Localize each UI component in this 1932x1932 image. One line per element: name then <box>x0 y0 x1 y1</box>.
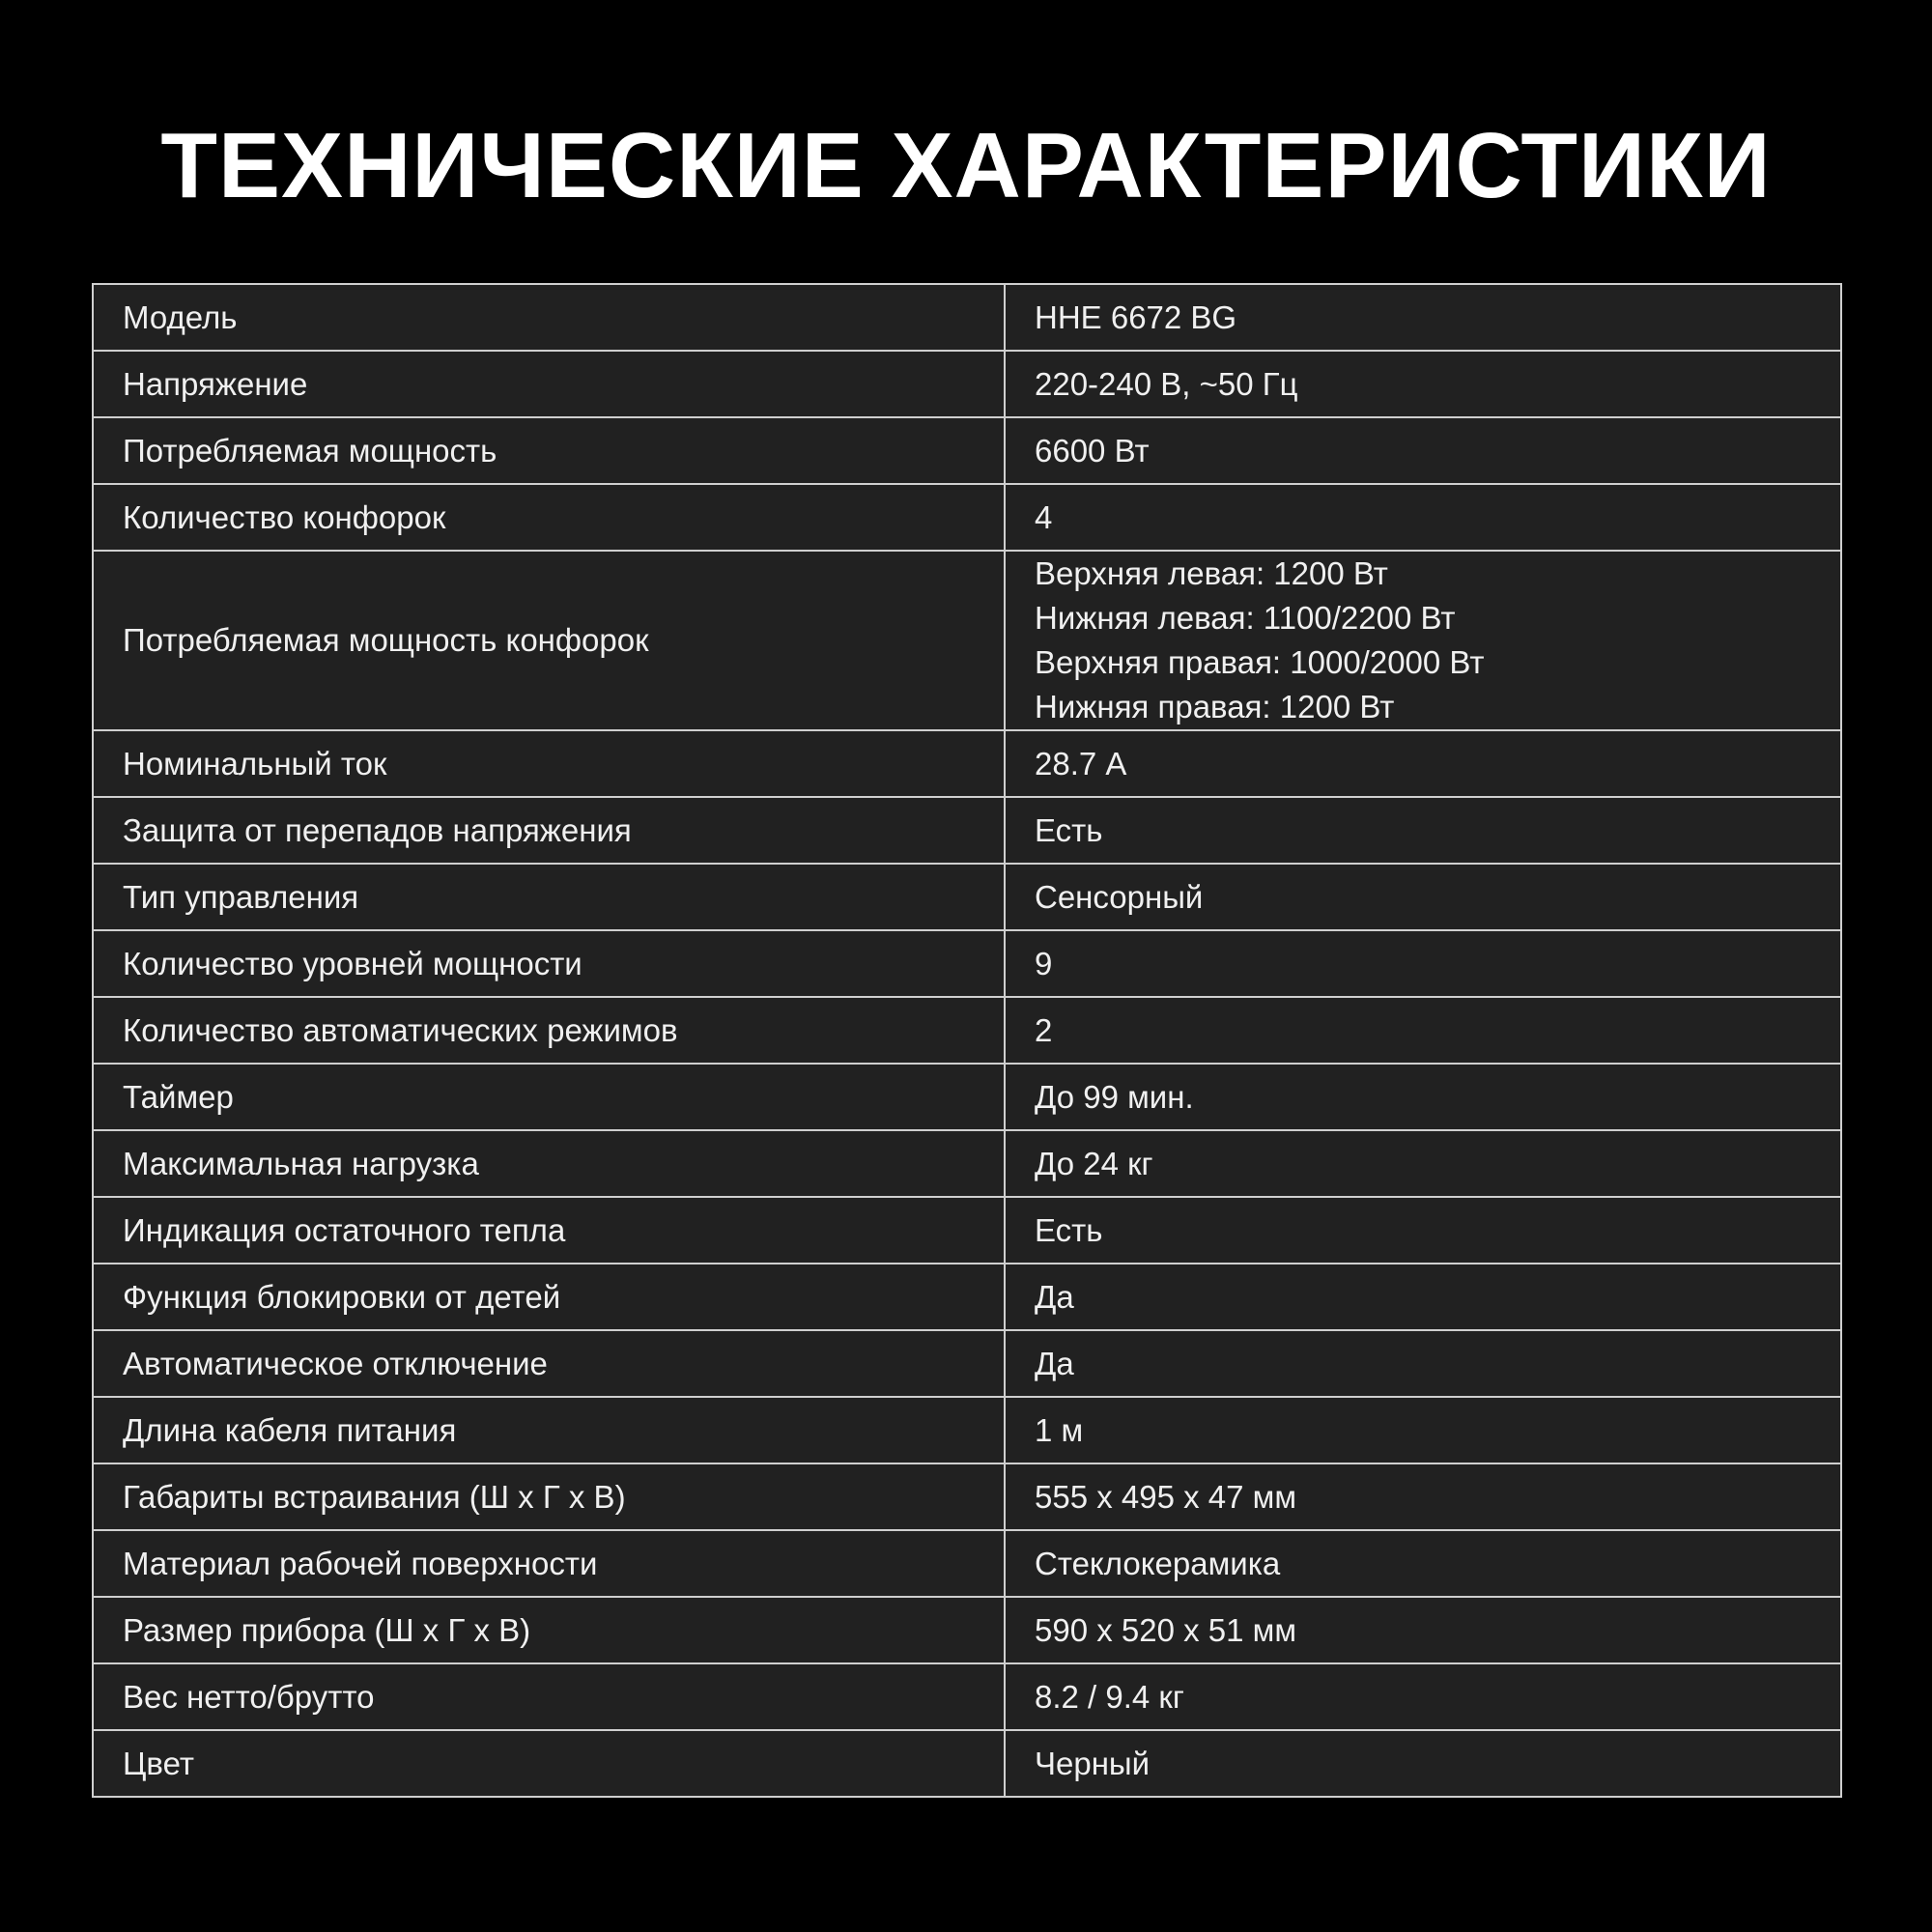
spec-value: 4 <box>1005 484 1841 551</box>
spec-value-line: Нижняя правая: 1200 Вт <box>1035 689 1395 724</box>
spec-value: 9 <box>1005 930 1841 997</box>
page-title: ТЕХНИЧЕСКИЕ ХАРАКТЕРИСТИКИ <box>160 114 1772 217</box>
spec-label: Максимальная нагрузка <box>93 1130 1005 1197</box>
spec-label: Напряжение <box>93 351 1005 417</box>
spec-value: 2 <box>1005 997 1841 1064</box>
spec-value: HHE 6672 BG <box>1005 284 1841 351</box>
spec-value: 28.7 А <box>1005 730 1841 797</box>
table-row <box>93 1530 1841 1597</box>
spec-label: Потребляемая мощность <box>93 417 1005 484</box>
spec-value: Есть <box>1005 797 1841 864</box>
spec-value: 590 х 520 х 51 мм <box>1005 1597 1841 1663</box>
table-row <box>93 551 1841 730</box>
spec-value: Есть <box>1005 1197 1841 1264</box>
spec-label: Количество уровней мощности <box>93 930 1005 997</box>
spec-value: Черный <box>1005 1730 1841 1797</box>
table-row <box>93 730 1841 797</box>
spec-label: Цвет <box>93 1730 1005 1797</box>
spec-value: Да <box>1005 1264 1841 1330</box>
table-row <box>93 1597 1841 1663</box>
spec-label: Вес нетто/брутто <box>93 1663 1005 1730</box>
spec-value: До 99 мин. <box>1005 1064 1841 1130</box>
spec-value: 555 х 495 х 47 мм <box>1005 1463 1841 1530</box>
spec-value-line: Верхняя левая: 1200 Вт <box>1035 555 1388 591</box>
table-row <box>93 1197 1841 1264</box>
table-row <box>93 1463 1841 1530</box>
table-row <box>93 1663 1841 1730</box>
spec-value: 6600 Вт <box>1005 417 1841 484</box>
spec-value: 8.2 / 9.4 кг <box>1005 1663 1841 1730</box>
spec-value: Стеклокерамика <box>1005 1530 1841 1597</box>
table-row <box>93 284 1841 351</box>
spec-table <box>92 283 1842 1798</box>
spec-label: Защита от перепадов напряжения <box>93 797 1005 864</box>
spec-label: Индикация остаточного тепла <box>93 1197 1005 1264</box>
table-row <box>93 1397 1841 1463</box>
spec-label: Потребляемая мощность конфорок <box>93 551 1005 730</box>
spec-label: Номинальный ток <box>93 730 1005 797</box>
spec-value: 220-240 В, ~50 Гц <box>1005 351 1841 417</box>
spec-label: Габариты встраивания (Ш х Г х В) <box>93 1463 1005 1530</box>
spec-label: Модель <box>93 284 1005 351</box>
spec-value: 1 м <box>1005 1397 1841 1463</box>
spec-label: Материал рабочей поверхности <box>93 1530 1005 1597</box>
table-row <box>93 1330 1841 1397</box>
spec-value: Да <box>1005 1330 1841 1397</box>
table-row <box>93 351 1841 417</box>
spec-label: Функция блокировки от детей <box>93 1264 1005 1330</box>
table-row <box>93 484 1841 551</box>
spec-value-line: Нижняя левая: 1100/2200 Вт <box>1035 600 1456 636</box>
table-row <box>93 1264 1841 1330</box>
spec-label: Размер прибора (Ш х Г х В) <box>93 1597 1005 1663</box>
table-row <box>93 864 1841 930</box>
table-row <box>93 417 1841 484</box>
spec-label: Автоматическое отключение <box>93 1330 1005 1397</box>
spec-value-line: Верхняя правая: 1000/2000 Вт <box>1035 644 1485 680</box>
spec-label: Количество конфорок <box>93 484 1005 551</box>
table-row <box>93 797 1841 864</box>
spec-label: Длина кабеля питания <box>93 1397 1005 1463</box>
table-row <box>93 930 1841 997</box>
spec-value: Сенсорный <box>1005 864 1841 930</box>
table-row <box>93 1064 1841 1130</box>
spec-label: Тип управления <box>93 864 1005 930</box>
spec-label: Таймер <box>93 1064 1005 1130</box>
table-row <box>93 997 1841 1064</box>
spec-label: Количество автоматических режимов <box>93 997 1005 1064</box>
spec-value: До 24 кг <box>1005 1130 1841 1197</box>
spec-value-list <box>1005 551 1841 730</box>
table-row <box>93 1130 1841 1197</box>
table-row <box>93 1730 1841 1797</box>
